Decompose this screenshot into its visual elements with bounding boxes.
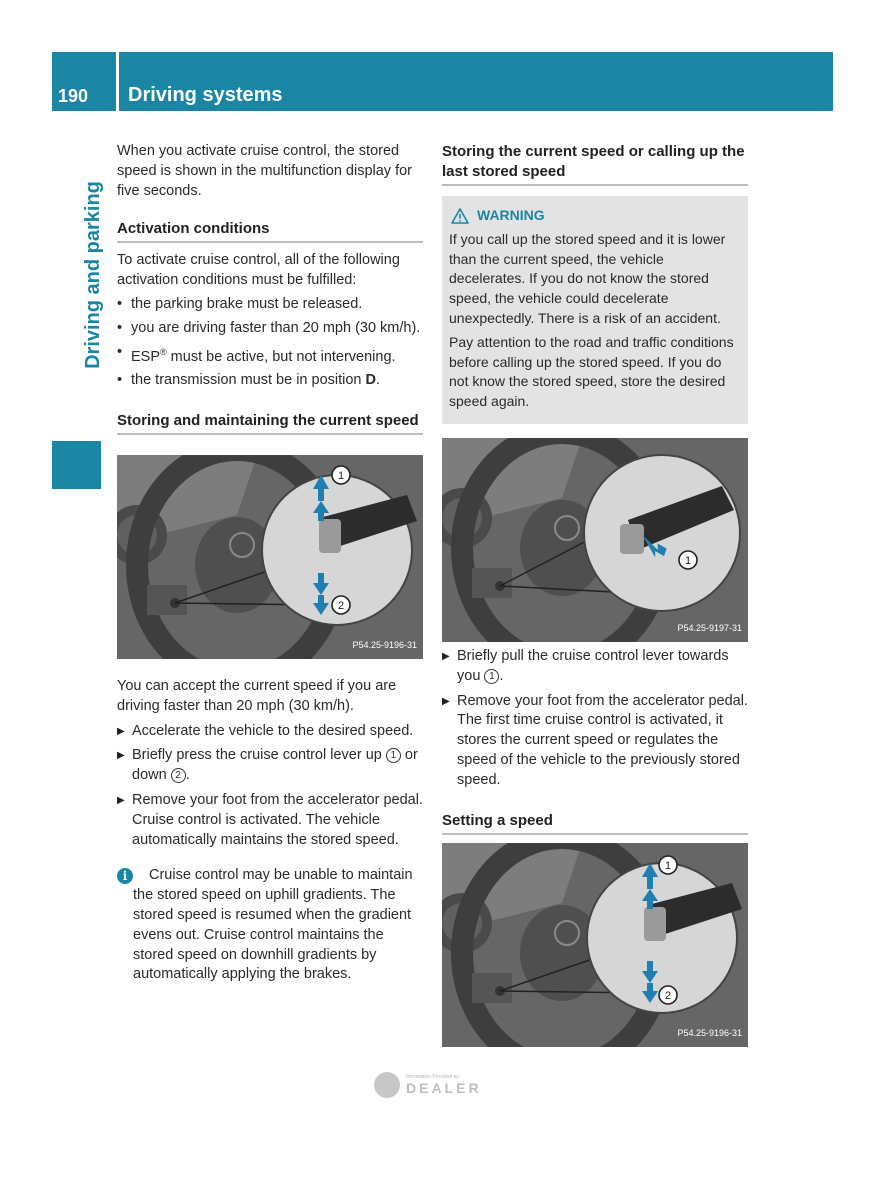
bullet-text: the parking brake must be released.	[131, 295, 363, 312]
list-item	[117, 722, 423, 742]
step-arrow-icon: ▶	[117, 750, 125, 762]
page-number: 190	[58, 86, 89, 106]
list-item	[117, 295, 423, 315]
steering-wheel-illustration	[442, 843, 748, 1047]
right-column	[442, 142, 748, 1047]
intro-paragraph: When you activate cruise control, the stored speed is shown in the multifunction display for five seconds.	[117, 143, 412, 199]
position-value: D	[365, 372, 377, 389]
step-text-part: Remove your foot from the accelerator pedal.	[132, 791, 423, 808]
figure-code: P54.25-9196-31	[677, 1027, 742, 1038]
step-text-part: .	[499, 667, 504, 684]
list-item	[442, 692, 748, 791]
side-tab-block	[52, 441, 101, 489]
warning-icon	[451, 208, 469, 224]
warning-box	[442, 196, 748, 424]
steering-wheel-illustration	[117, 455, 423, 659]
warning-label: WARNING	[477, 207, 545, 223]
bullet-text: ESP® must be active, but not intervening.	[131, 346, 396, 365]
list-item	[117, 343, 423, 368]
callout-2-icon: 2	[171, 768, 186, 783]
callout-1-label: 1	[684, 554, 692, 567]
left-column	[117, 142, 423, 985]
callout-1-icon: 1	[386, 748, 401, 763]
info-note	[117, 866, 423, 985]
bullet-text: the transmission must be in position D.	[131, 372, 381, 389]
info-text-content: Cruise control may be unable to maintain the stored speed on uphill gradients. The stored speed is resumed when the gradient evens out. Cruise control maintains the stored speed on downhill gradients by automatically applying the brakes.	[133, 867, 413, 983]
steering-wheel-illustration	[442, 438, 748, 642]
section-title: Driving systems	[128, 84, 283, 106]
callout-1-label: 1	[337, 470, 345, 482]
step-arrow-icon: ▶	[117, 794, 125, 806]
after-figure-paragraph: You can accept the current speed if you are driving faster than 20 mph (30 km/h).	[117, 678, 397, 714]
warning-paragraph: If you call up the stored speed and it is lower than the current speed, the vehicle decelerates. If you do not know the stored speed, the vehicle could decelerate unexpectedly. There is a risk of an accident.	[449, 230, 726, 326]
setting-speed-heading: Setting a speed	[442, 811, 748, 835]
step-text	[132, 791, 423, 850]
step-text-part: Remove your foot from the accelerator pedal.	[457, 692, 748, 709]
info-icon: i	[117, 868, 133, 884]
bullet-dot: •	[117, 319, 123, 336]
activation-text: To activate cruise control, all of the following activation conditions must be fulfilled:	[117, 252, 400, 289]
dealer-logo-icon	[374, 1072, 400, 1098]
step-text-part: Briefly press the cruise control lever up	[132, 747, 386, 764]
side-tab-label: Driving and parking	[81, 181, 104, 369]
watermark-small-text: Information Provided by:	[406, 1074, 461, 1080]
info-text	[133, 866, 423, 985]
step-result: The first time cruise control is activated, it stores the current speed or regulates the speed of the vehicle to the previously stored speed.	[457, 712, 740, 788]
callout-2-label: 2	[337, 600, 345, 612]
step-arrow-icon: ▶	[442, 695, 450, 707]
callout-1-label: 1	[664, 859, 672, 872]
bullet-dot: •	[117, 372, 123, 389]
esp-text: ESP	[131, 348, 161, 365]
step-arrow-icon: ▶	[117, 725, 125, 737]
lever-figure-set-speed	[442, 843, 748, 1047]
step-text-part: .	[185, 767, 190, 784]
list-item	[117, 746, 423, 786]
activation-heading: Activation conditions	[117, 219, 423, 243]
storing-recall-heading: Storing the current speed or calling up the last stored speed	[442, 142, 748, 186]
callout-2-label: 2	[664, 989, 672, 1002]
step-result: Cruise control is activated. The vehicle automatically maintains the stored speed.	[132, 811, 399, 848]
bullet-dot: •	[117, 295, 123, 312]
storing-heading: Storing and maintaining the current speed	[117, 411, 423, 435]
warning-paragraph: Pay attention to the road and traffic conditions before calling up the stored speed. If you do not know the stored speed, store the desired speed again.	[449, 333, 734, 410]
step-text-part: Briefly pull the cruise control lever towards you	[457, 647, 729, 684]
header-divider	[116, 52, 119, 111]
callout-1-icon: 1	[484, 669, 499, 684]
step-text	[132, 746, 423, 786]
step-arrow-icon: ▶	[442, 650, 450, 662]
warning-header	[449, 206, 741, 226]
list-item	[442, 647, 748, 687]
dealer-watermark	[374, 1072, 482, 1098]
bullet-dot: •	[117, 343, 123, 360]
list-item	[117, 791, 423, 850]
lever-figure-up-down	[117, 455, 423, 659]
list-item	[117, 371, 423, 391]
watermark-big-text: DEALER	[406, 1080, 482, 1096]
step-text	[457, 692, 748, 791]
step-text: Accelerate the vehicle to the desired speed.	[132, 722, 414, 739]
position-text: the transmission must be in position	[131, 372, 366, 389]
step-text	[457, 647, 748, 687]
bullet-text: you are driving faster than 20 mph (30 km/h).	[131, 319, 421, 336]
list-item	[117, 319, 423, 339]
lever-figure-pull	[442, 438, 748, 642]
step-text-part: or down	[132, 747, 418, 784]
esp-suffix: must be active, but not intervening.	[166, 348, 396, 365]
figure-code: P54.25-9196-31	[352, 640, 417, 651]
figure-code: P54.25-9197-31	[677, 623, 742, 634]
